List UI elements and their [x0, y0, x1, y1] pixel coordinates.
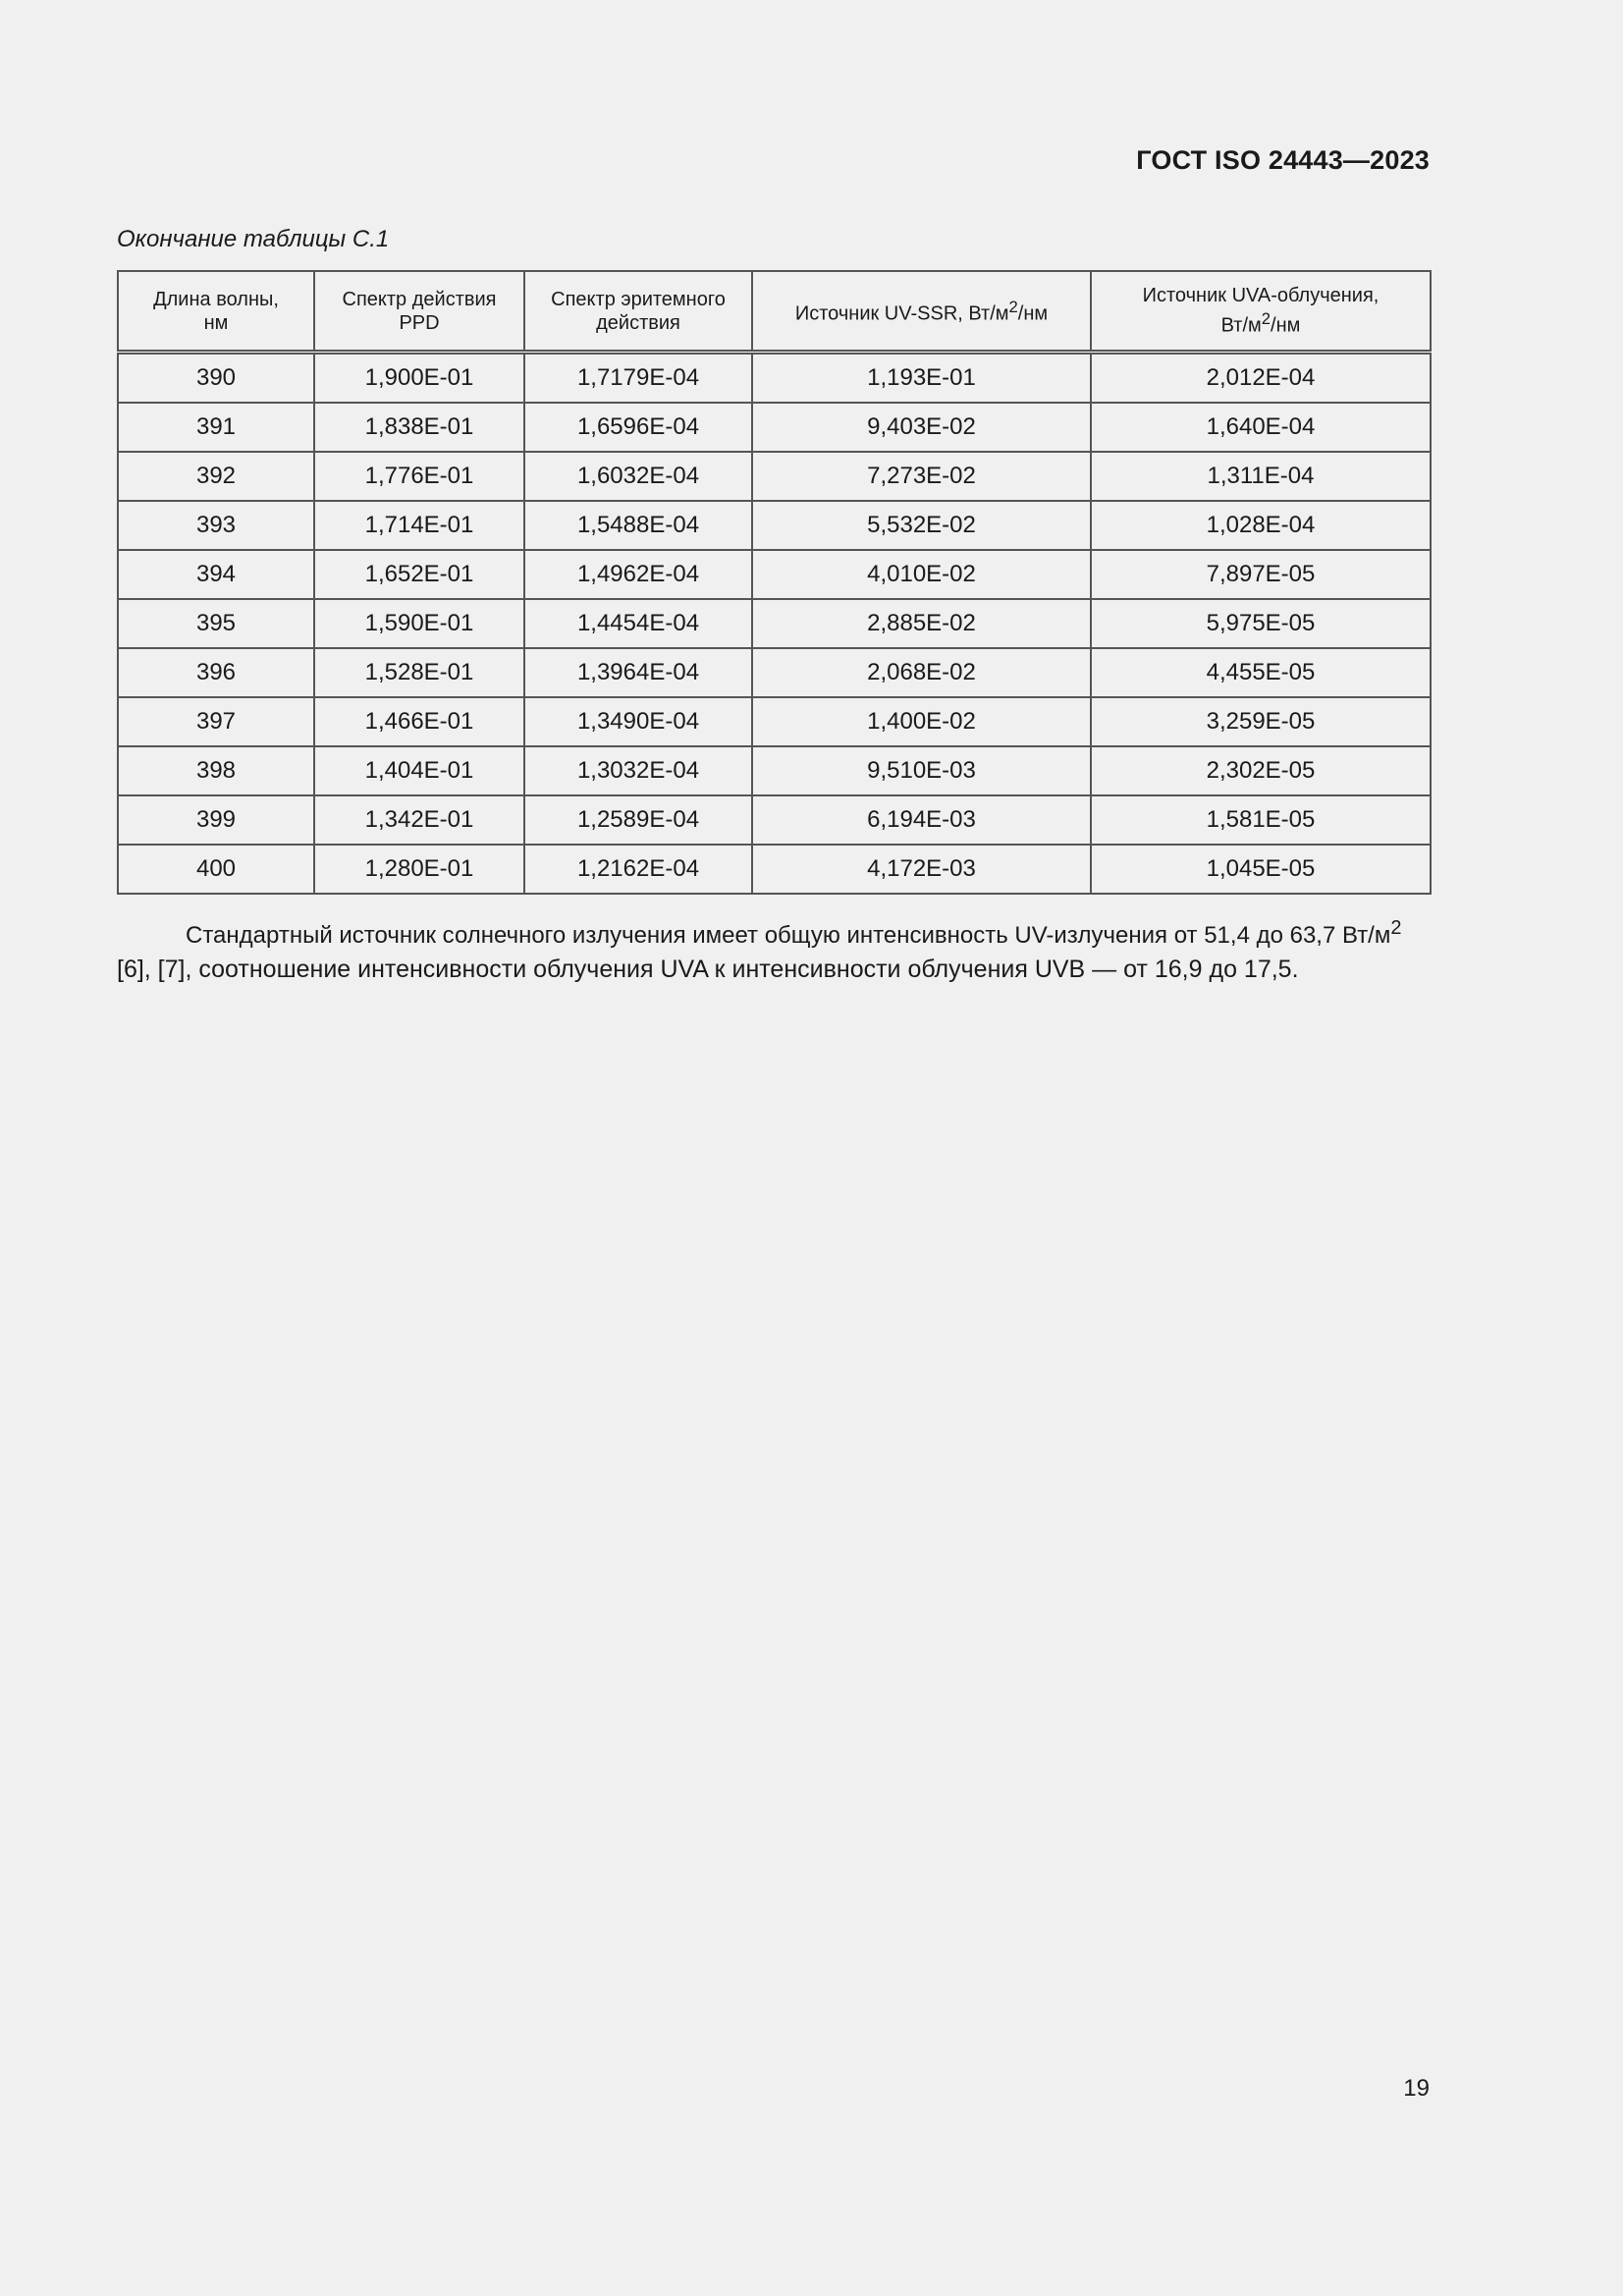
wavelength-cell: 396	[118, 648, 314, 697]
wavelength-cell: 399	[118, 795, 314, 845]
table-row	[118, 746, 1431, 795]
wavelength-cell: 394	[118, 550, 314, 599]
uva-cell: 4,455Е-05	[1091, 648, 1431, 697]
table-caption: Окончание таблицы С.1	[117, 226, 390, 252]
ppd-cell: 1,652Е-01	[314, 550, 524, 599]
wavelength-cell: 397	[118, 697, 314, 746]
uv-ssr-cell: 5,532Е-02	[752, 501, 1091, 550]
uv-ssr-cell: 6,194Е-03	[752, 795, 1091, 845]
erythema-cell: 1,4454Е-04	[524, 599, 752, 648]
ppd-cell: 1,466Е-01	[314, 697, 524, 746]
table-row	[118, 550, 1431, 599]
uva-cell: 2,302Е-05	[1091, 746, 1431, 795]
document-code: ГОСТ ISO 24443—2023	[1136, 145, 1430, 175]
uv-ssr-cell: 9,403Е-02	[752, 403, 1091, 452]
column-header-erythema-spectrum: Спектр эритемного действия	[524, 271, 752, 353]
paragraph-line-2: [6], [7], соотношение интенсивности облучения UVA к интенсивности облучения UVB — от 16,9 до 17,5.	[117, 956, 1299, 983]
ppd-cell: 1,404Е-01	[314, 746, 524, 795]
table-row	[118, 648, 1431, 697]
uv-ssr-cell: 4,172Е-03	[752, 845, 1091, 894]
ppd-cell: 1,714Е-01	[314, 501, 524, 550]
erythema-cell: 1,3490Е-04	[524, 697, 752, 746]
ppd-cell: 1,280Е-01	[314, 845, 524, 894]
table-body	[118, 353, 1431, 895]
table-row	[118, 501, 1431, 550]
erythema-cell: 1,5488Е-04	[524, 501, 752, 550]
table-header-row	[118, 271, 1431, 353]
wavelength-cell: 395	[118, 599, 314, 648]
table-row	[118, 452, 1431, 501]
uva-cell: 2,012Е-04	[1091, 353, 1431, 404]
uva-cell: 1,311Е-04	[1091, 452, 1431, 501]
wavelength-cell: 390	[118, 353, 314, 404]
uv-ssr-cell: 2,885Е-02	[752, 599, 1091, 648]
erythema-cell: 1,2162Е-04	[524, 845, 752, 894]
table-row	[118, 353, 1431, 404]
wavelength-cell: 392	[118, 452, 314, 501]
uva-cell: 1,581Е-05	[1091, 795, 1431, 845]
erythema-cell: 1,3964Е-04	[524, 648, 752, 697]
uv-ssr-cell: 7,273Е-02	[752, 452, 1091, 501]
paragraph-line-1: Стандартный источник солнечного излучения имеет общую интенсивность UV-излучения от 51,4 до 63,7 $Вт/м^2$	[186, 917, 1402, 949]
wavelength-cell: 400	[118, 845, 314, 894]
wavelength-cell: 398	[118, 746, 314, 795]
column-header-wavelength: Длина волны, нм	[118, 271, 314, 353]
column-header-ppd-spectrum: Спектр действия PPD	[314, 271, 524, 353]
uva-cell: 1,045Е-05	[1091, 845, 1431, 894]
uv-ssr-cell: 2,068Е-02	[752, 648, 1091, 697]
ppd-cell: 1,342Е-01	[314, 795, 524, 845]
wavelength-cell: 393	[118, 501, 314, 550]
uva-cell: 7,897Е-05	[1091, 550, 1431, 599]
page-number: 19	[1403, 2075, 1430, 2102]
table-row	[118, 697, 1431, 746]
table-row	[118, 599, 1431, 648]
ppd-cell: 1,590Е-01	[314, 599, 524, 648]
column-header-uva-source: Источник UVA-облучения, $Вт/м^2/нм$	[1091, 271, 1431, 353]
erythema-cell: 1,3032Е-04	[524, 746, 752, 795]
table-row	[118, 795, 1431, 845]
erythema-cell: 1,6032Е-04	[524, 452, 752, 501]
ppd-cell: 1,900Е-01	[314, 353, 524, 404]
uv-ssr-cell: 4,010Е-02	[752, 550, 1091, 599]
ppd-cell: 1,776Е-01	[314, 452, 524, 501]
ppd-cell: 1,838Е-01	[314, 403, 524, 452]
table-row	[118, 403, 1431, 452]
uva-cell: 3,259Е-05	[1091, 697, 1431, 746]
table-row	[118, 845, 1431, 894]
uva-cell: 1,028Е-04	[1091, 501, 1431, 550]
uva-cell: 5,975Е-05	[1091, 599, 1431, 648]
uv-ssr-cell: 1,400Е-02	[752, 697, 1091, 746]
uva-cell: 1,640Е-04	[1091, 403, 1431, 452]
uv-ssr-cell: 9,510Е-03	[752, 746, 1091, 795]
erythema-cell: 1,7179Е-04	[524, 353, 752, 404]
erythema-cell: 1,4962Е-04	[524, 550, 752, 599]
body-paragraph	[117, 911, 1433, 986]
uv-ssr-cell: 1,193Е-01	[752, 353, 1091, 404]
column-header-uv-ssr-source: Источник UV-SSR, $Вт/м^2/нм$	[752, 271, 1091, 353]
erythema-cell: 1,6596Е-04	[524, 403, 752, 452]
wavelength-cell: 391	[118, 403, 314, 452]
spectrum-table	[117, 270, 1432, 895]
erythema-cell: 1,2589Е-04	[524, 795, 752, 845]
ppd-cell: 1,528Е-01	[314, 648, 524, 697]
